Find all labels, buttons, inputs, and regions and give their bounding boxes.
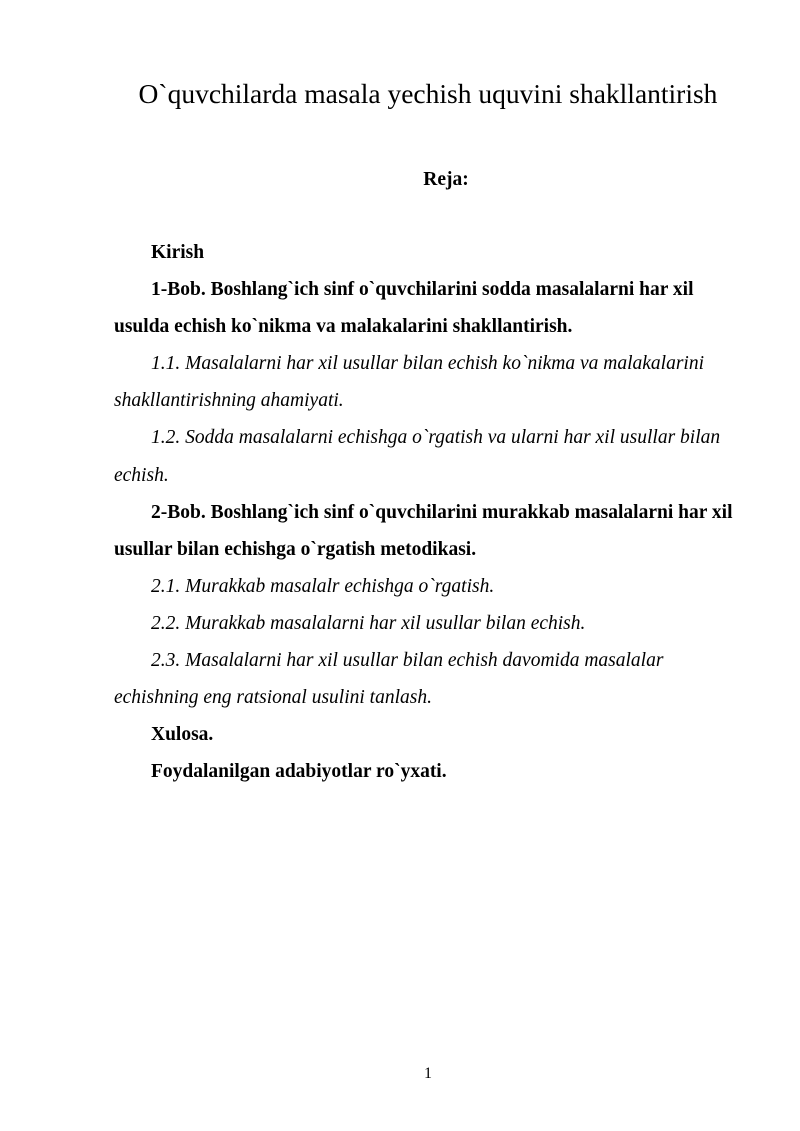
toc-item-section-1-1: 1.1. Masalalarni har xil usullar bilan echish ko`nikma va malakalarini shakllantirishning ahamiyati. [114,353,704,412]
plan-heading: Reja: [423,169,469,190]
toc-item-introduction: Kirish [151,242,205,263]
toc-item-chapter-2: 2-Bob. Boshlang`ich sinf o`quvchilarini murakkab masalalarni har xil usullar bilan echishga o`rgatish metodikasi. [114,501,733,560]
page-number: 1 [424,1065,432,1082]
toc-item-conclusion: Xulosa. [151,724,214,746]
toc-item-references: Foydalanilgan adabiyotlar ro`yxati. [151,761,447,783]
toc-item-section-2-1: 2.1. Murakkab masalalr echishga o`rgatish. [151,575,495,597]
toc-item-chapter-1: 1-Bob. Boshlang`ich sinf o`quvchilarini sodda masalalarni har xil usulda echish ko`nikma va malakalarini shakllantirish. [114,279,694,338]
document-title: O`quvchilarda masala yechish uquvini shakllantirish [138,78,718,109]
toc-item-section-2-2: 2.2. Murakkab masalalarni har xil usullar bilan echish. [151,612,586,634]
toc-item-section-2-3: 2.3. Masalalarni har xil usullar bilan echish davomida masalalar echishning eng ratsional usulini tanlash. [114,650,664,709]
toc-item-section-1-2: 1.2. Sodda masalalarni echishga o`rgatish va ularni har xil usullar bilan echish. [114,427,721,486]
table-of-contents [114,234,734,790]
